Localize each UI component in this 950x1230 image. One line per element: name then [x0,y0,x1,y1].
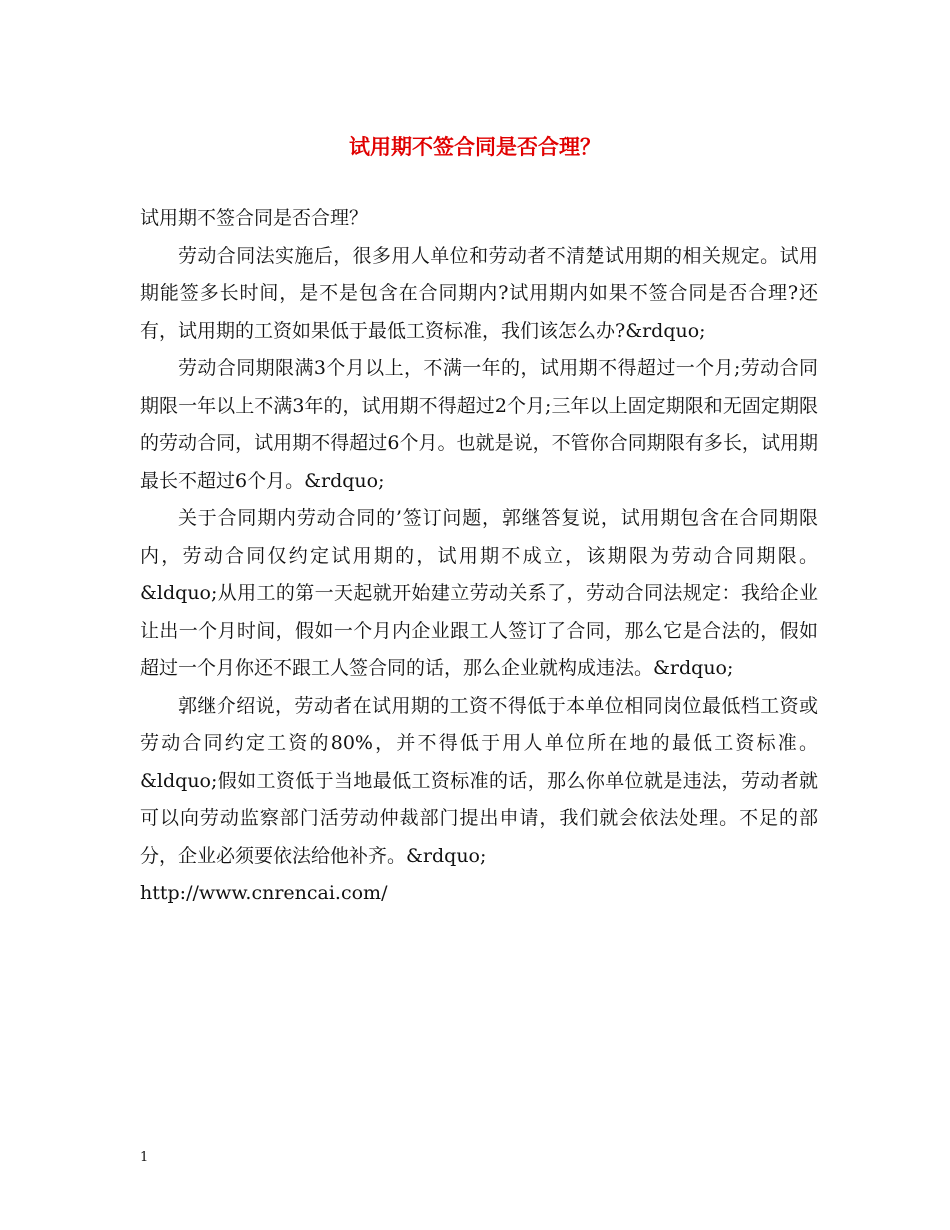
paragraph-contract-signing: 关于合同期内劳动合同的’签订问题，郭继答复说，试用期包含在合同期限内，劳动合同仅约定试用期的，试用期不成立，该期限为劳动合同期限。&ldquo;从用工的第一天起就开始建立劳动关系了，劳动合同法规定：我给企业让出一个月时间，假如一个月内企业跟工人签订了合同，那么它是合法的，假如超过一个月你还不跟工人签合同的话，那么企业就构成违法。&rdquo; [140,507,818,679]
paragraph-heading: 试用期不签合同是否合理？ [140,207,369,229]
source-url: http://www.cnrencai.com/ [140,882,388,904]
paragraph-intro: 劳动合同法实施后，很多用人单位和劳动者不清楚试用期的相关规定。试用期能签多长时间，是不是包含在合同期内?试用期内如果不签合同是否合理?还有，试用期的工资如果低于最低工资标准，我们该怎么办?&rdquo; [140,244,818,342]
page-number: 1 [140,1150,149,1165]
document-body [140,200,818,913]
paragraph-probation-length: 劳动合同期限满3个月以上，不满一年的，试用期不得超过一个月;劳动合同期限一年以上不满3年的，试用期不得超过2个月;三年以上固定期限和无固定期限的劳动合同，试用期不得超过6个月。也就是说，不管你合同期限有多长，试用期最长不超过6个月。&rdquo; [140,357,818,492]
document-title: 试用期不签合同是否合理？ [349,134,601,159]
paragraph-probation-wage: 郭继介绍说，劳动者在试用期的工资不得低于本单位相同岗位最低档工资或劳动合同约定工资的80%，并不得低于用人单位所在地的最低工资标准。&ldquo;假如工资低于当地最低工资标准的话，那么你单位就是违法，劳动者就可以向劳动监察部门活劳动仲裁部门提出申请，我们就会依法处理。不足的部分，企业必须要依法给他补齐。&rdquo; [140,694,818,867]
